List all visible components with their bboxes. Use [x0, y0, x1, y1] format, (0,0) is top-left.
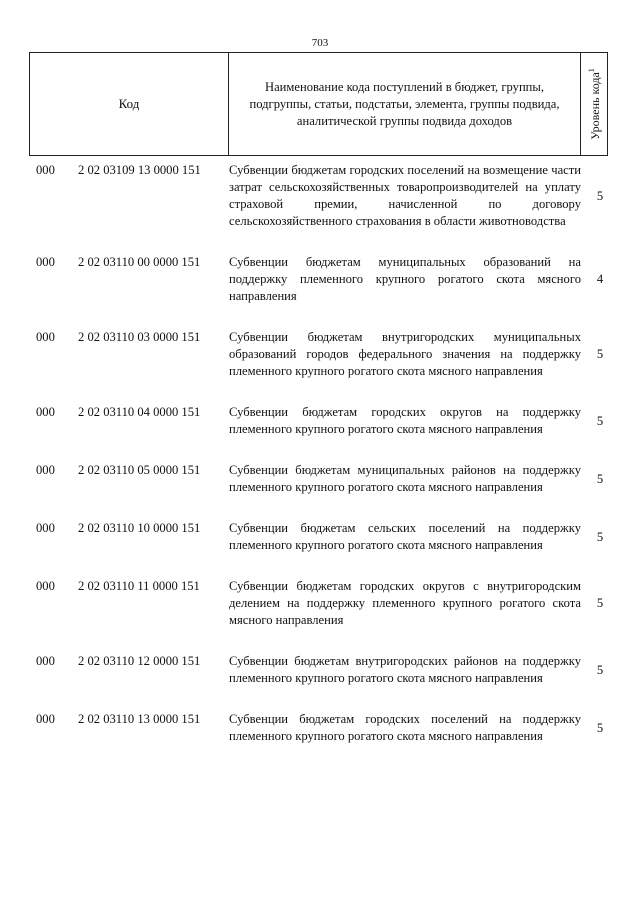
row-group-code: 000 — [36, 463, 55, 477]
row-level: 5 — [596, 596, 604, 610]
row-group-code: 000 — [36, 330, 55, 344]
table-header — [29, 52, 608, 156]
row-level: 4 — [596, 272, 604, 286]
table-body — [0, 156, 640, 769]
row-name: Субвенции бюджетам внутригородских муниципальных образований городов федерального значения на поддержку племенного крупного рогатого скота мясного направления — [229, 330, 581, 378]
row-group-code: 000 — [36, 521, 55, 535]
row-level: 5 — [596, 720, 604, 735]
header-level-label: Уровень кода — [587, 72, 602, 140]
row-code: 2 02 03110 12 0000 151 — [78, 654, 201, 668]
row-code: 2 02 03110 13 0000 151 — [78, 712, 201, 726]
row-code: 2 02 03110 00 0000 151 — [78, 255, 201, 269]
row-name: Субвенции бюджетам городских округов на поддержку племенного крупного рогатого скота мясного направления — [229, 405, 581, 436]
row-group-code: 000 — [36, 654, 55, 668]
header-level — [587, 68, 603, 140]
row-group-code: 000 — [36, 255, 55, 269]
row-group-code: 000 — [36, 712, 55, 726]
table-row — [0, 254, 640, 305]
row-name: Субвенции бюджетам сельских поселений на поддержку племенного крупного рогатого скота мясного направления — [229, 521, 581, 552]
table-row — [0, 329, 640, 380]
page-number: 703 — [311, 37, 329, 49]
row-level: 5 — [596, 413, 604, 428]
table-row — [0, 462, 640, 496]
table-row — [0, 578, 640, 629]
table-row — [0, 520, 640, 554]
row-code: 2 02 03110 04 0000 151 — [78, 405, 201, 419]
table-row — [0, 711, 640, 745]
row-code: 2 02 03110 03 0000 151 — [78, 330, 201, 344]
row-name: Субвенции бюджетам городских поселений на возмещение части затрат сельскохозяйственных товаропроизводителей на уплату страховой премии, начисленной по договору сельскохозяйственного страхования в области животноводства — [229, 163, 581, 228]
header-level-cell — [582, 53, 607, 155]
row-level: 5 — [596, 662, 604, 677]
row-level: 5 — [596, 188, 604, 203]
row-code: 2 02 03110 10 0000 151 — [78, 521, 201, 535]
row-code: 2 02 03110 11 0000 151 — [78, 579, 200, 593]
row-level: 5 — [596, 529, 604, 544]
row-name: Субвенции бюджетам городских поселений на поддержку племенного крупного рогатого скота мясного направления — [229, 712, 581, 743]
row-name: Субвенции бюджетам городских округов с внутригородским делением на поддержку племенного крупного рогатого скота мясного направления — [229, 579, 581, 627]
row-code: 2 02 03110 05 0000 151 — [78, 463, 201, 477]
row-group-code: 000 — [36, 405, 55, 419]
row-name: Субвенции бюджетам муниципальных образований на поддержку племенного крупного рогатого скота мясного направления — [229, 255, 581, 303]
row-code: 2 02 03109 13 0000 151 — [78, 163, 201, 177]
row-name: Субвенции бюджетам муниципальных районов на поддержку племенного крупного рогатого скота мясного направления — [229, 463, 581, 494]
row-group-code: 000 — [36, 579, 55, 593]
row-level: 5 — [596, 471, 604, 486]
table-row — [0, 404, 640, 438]
row-level: 5 — [596, 347, 604, 361]
table-row — [0, 653, 640, 687]
header-level-footnote: 1 — [586, 68, 596, 73]
header-name: Наименование кода поступлений в бюджет, группы, подгруппы, статьи, подстатьи, элемента, группы подвида, аналитической группы подвида доходов — [229, 53, 581, 155]
header-code: Код — [30, 53, 229, 155]
table-row — [0, 162, 640, 230]
row-name: Субвенции бюджетам внутригородских районов на поддержку племенного крупного рогатого скота мясного направления — [229, 654, 581, 685]
row-group-code: 000 — [36, 163, 55, 177]
